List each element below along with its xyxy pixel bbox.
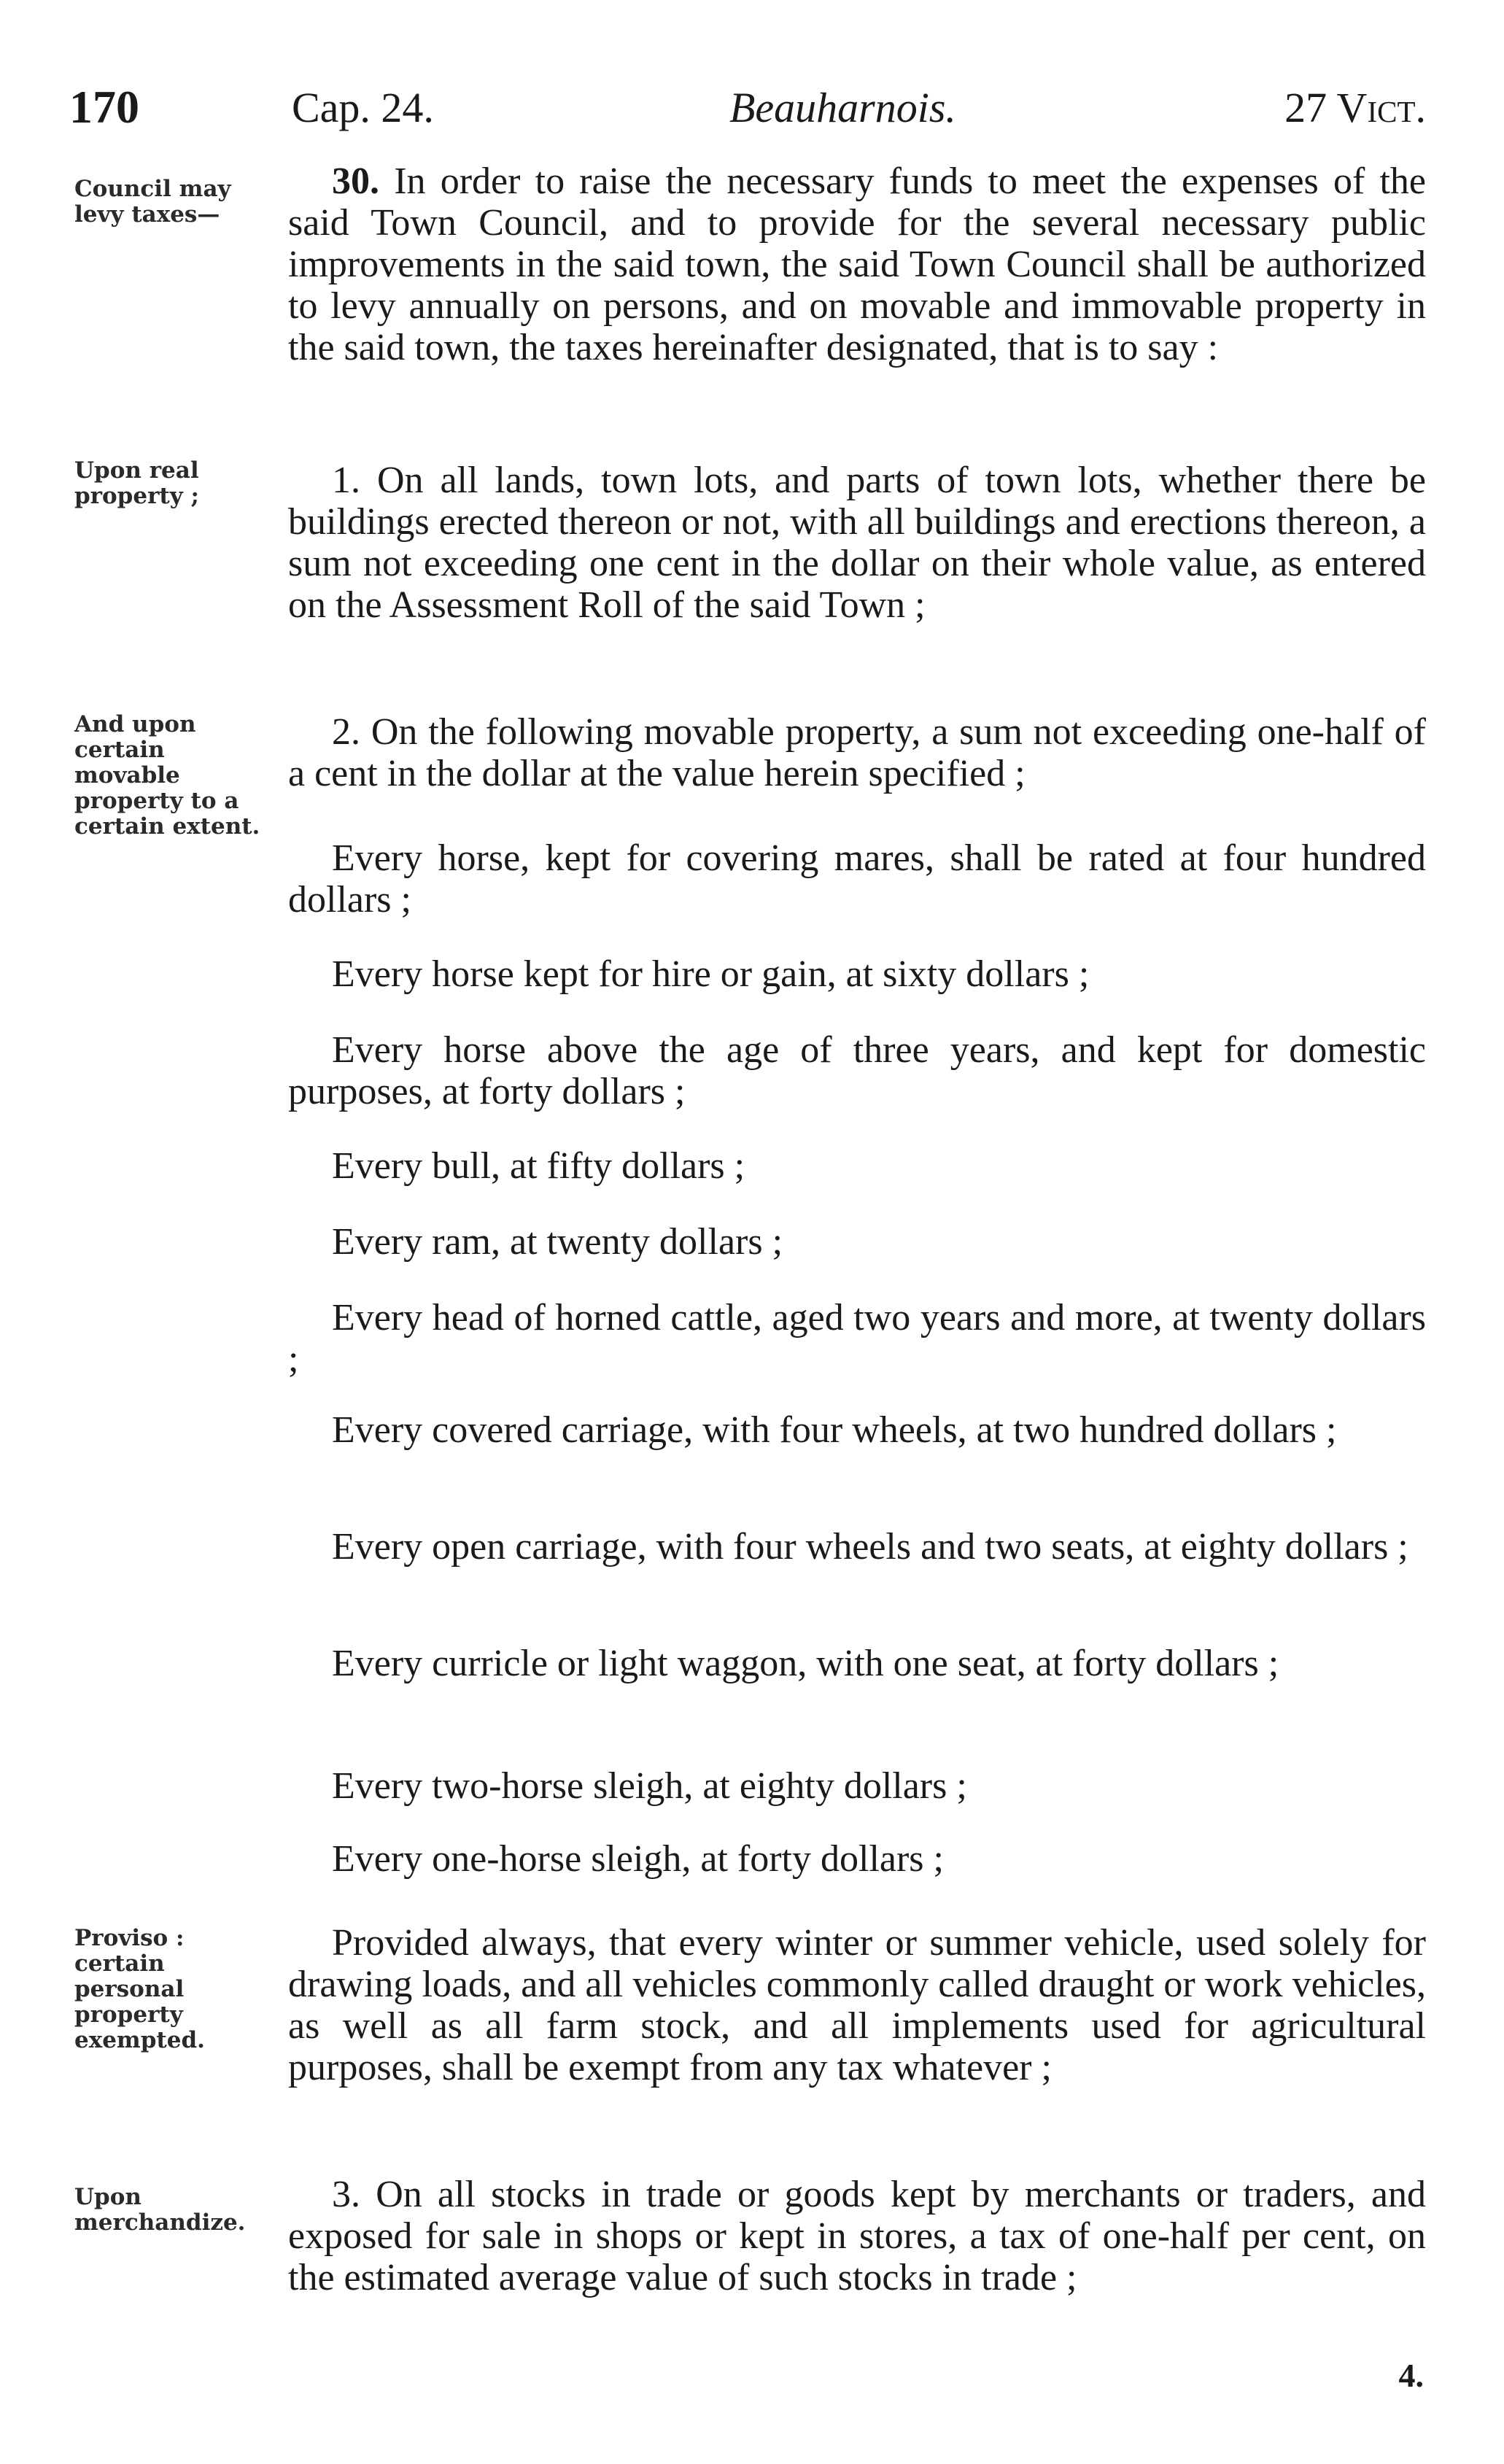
- running-title: Beauharnois.: [729, 84, 956, 131]
- margin-note-proviso: Proviso : certain personal property exempted.: [74, 1925, 205, 2053]
- rate-open-carriage: Every open carriage, with four wheels and two seats, at eighty dollars ;: [332, 1526, 1408, 1568]
- rate-curricle: Every curricle or light waggon, with one seat, at forty dollars ;: [332, 1643, 1279, 1684]
- chapter-reference: Cap. 24.: [292, 84, 434, 131]
- rate-bull: Every bull, at fifty dollars ;: [332, 1145, 745, 1187]
- running-head: [69, 80, 1426, 139]
- regnal-year: 27 Vict.: [1284, 84, 1426, 131]
- paragraph-real-property: 1. On all lands, town lots, and parts of town lots, whether there be buildings erected thereon or not, with all buildings and erections thereon, a sum not exceeding one cent in the dollar on their whole value, as entered on the Assessment Roll of the said Town ;: [288, 460, 1426, 626]
- rate-covering-horse: Every horse, kept for covering mares, shall be rated at four hundred dollars ;: [288, 837, 1426, 921]
- margin-note-merchandize: Upon merchandize.: [74, 2184, 246, 2236]
- margin-note-real-property: Upon real property ;: [74, 457, 199, 509]
- rate-covered-carriage: Every covered carriage, with four wheels, at two hundred dollars ;: [332, 1409, 1337, 1451]
- rate-ram: Every ram, at twenty dollars ;: [332, 1221, 783, 1263]
- rate-two-horse-sleigh: Every two-horse sleigh, at eighty dollars ;: [332, 1765, 967, 1807]
- rate-domestic-horse: Every horse above the age of three years, and kept for domestic purposes, at forty dollars ;: [288, 1029, 1426, 1112]
- catchword: 4.: [1398, 2357, 1424, 2394]
- paragraph-movable-property: 2. On the following movable property, a sum not exceeding one-half of a cent in the dollar at the value herein specified ;: [288, 711, 1426, 794]
- section-text: In order to raise the necessary funds to meet the expenses of the said Town Council, and to provide for the several necessary public improvements in the said town, the said Town Council shall be authorized to levy annually on persons, and on movable and immovable property in the said town, the taxes hereinafter designated, that is to say :: [288, 160, 1426, 368]
- rate-horned-cattle: Every head of horned cattle, aged two years and more, at twenty dollars ;: [288, 1297, 1426, 1380]
- margin-note-council-taxes: Council may levy taxes—: [74, 176, 231, 228]
- rate-hire-horse: Every horse kept for hire or gain, at sixty dollars ;: [332, 953, 1090, 995]
- paragraph-proviso: Provided always, that every winter or summer vehicle, used solely for drawing loads, and all vehicles commonly called draught or work vehicles, as well as all farm stock, and all implements used for agricultural purposes, shall be exempt from any tax whatever ;: [288, 1922, 1426, 2088]
- margin-note-movable-property: And upon certain movable property to a certain extent.: [74, 711, 260, 840]
- rate-one-horse-sleigh: Every one-horse sleigh, at forty dollars ;: [332, 1838, 944, 1880]
- paragraph-merchandize: 3. On all stocks in trade or goods kept by merchants or traders, and exposed for sale in shops or kept in stores, a tax of one-half per cent, on the estimated average value of such stocks in trade ;: [288, 2174, 1426, 2298]
- section-30: [288, 160, 1426, 368]
- page-number: 170: [69, 81, 139, 133]
- section-number: 30.: [332, 160, 379, 202]
